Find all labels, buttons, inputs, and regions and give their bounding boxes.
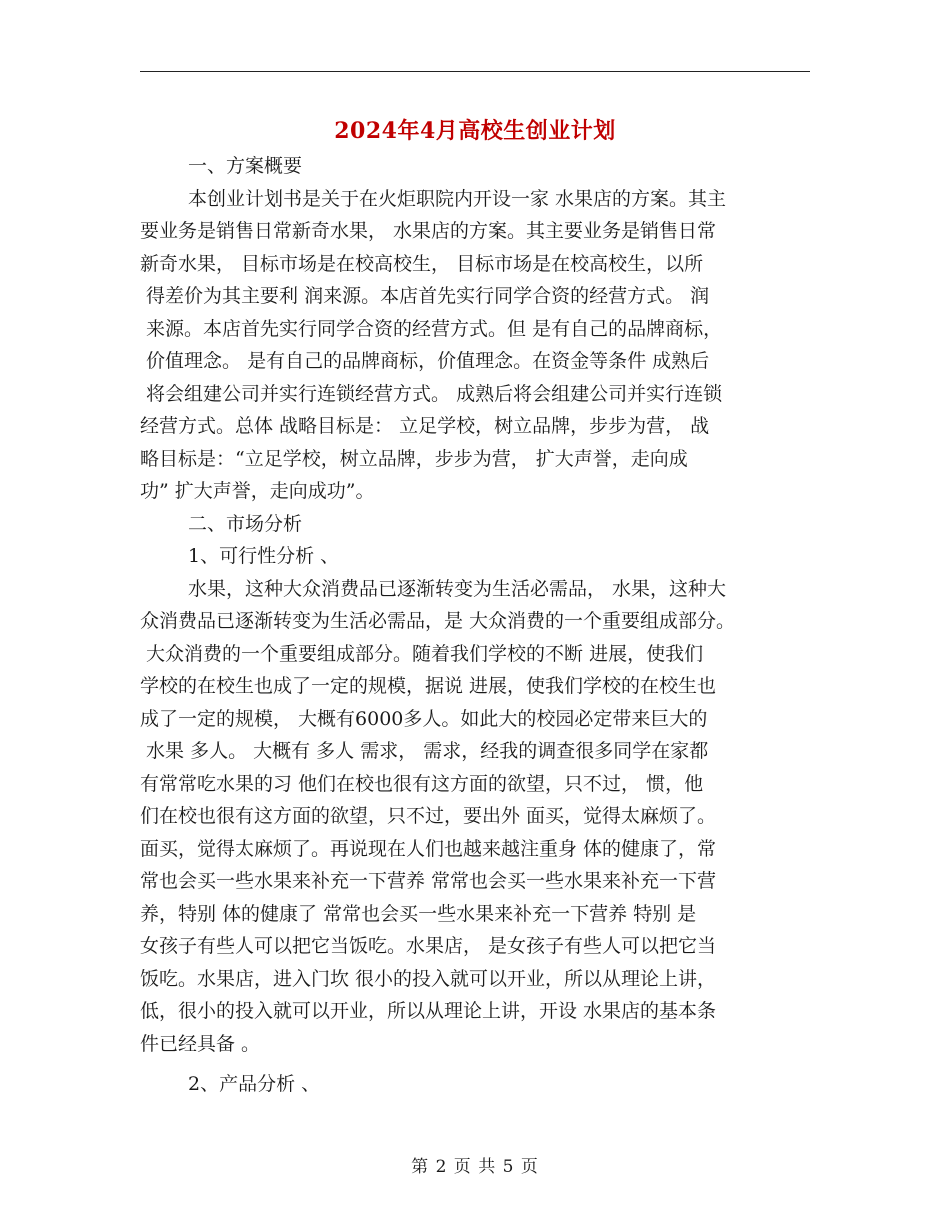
paragraph-line: 得差价为其主要利 润来源。本店首先实行同学合资的经营方式。 润 [140, 285, 710, 307]
paragraph-line: 饭吃。水果店，进入门坎 很小的投入就可以开业，所以从理论上讲， [140, 967, 717, 990]
section-heading: 二、市场分析 [188, 512, 303, 535]
paragraph-line: 来源。本店首先实行同学合资的经营方式。但 是有自己的品牌商标， [140, 317, 723, 340]
paragraph-line: 有常常吃水果的习 他们在校也很有这方面的欲望，只不过， 惯，他 [140, 772, 704, 795]
paragraph-line: 新奇水果， 目标市场是在校高校生， 目标市场是在校高校生，以所 [140, 252, 704, 275]
document-body [140, 150, 840, 1101]
paragraph-line: 面买，觉得太麻烦了。再说现在人们也越来越注重身 体的健康了，常 [140, 837, 717, 860]
paragraph-line: 要业务是销售日常新奇水果， 水果店的方案。其主要业务是销售日常 [140, 220, 717, 242]
paragraph-line: 件已经具备 。 [140, 1032, 261, 1055]
paragraph-line: 养，特别 体的健康了 常常也会买一些水果来补充一下营养 特别 是 [140, 902, 697, 925]
paragraph-line: 众消费品已逐渐转变为生活必需品，是 大众消费的一个重要组成部分。 [140, 610, 736, 632]
paragraph-line: 将会组建公司并实行连锁经营方式。 成熟后将会组建公司并实行连锁 [140, 382, 723, 405]
paragraph-line: 略目标是：“立足学校，树立品牌，步步为营， 扩大声誉，走向成 [140, 447, 688, 470]
paragraph-line: 水果，这种大众消费品已逐渐转变为生活必需品， 水果，这种大 [188, 577, 727, 600]
section-heading: 一、方案概要 [188, 155, 303, 177]
header-rule [140, 71, 810, 72]
paragraph-line: 常也会买一些水果来补充一下营养 常常也会买一些水果来补充一下营 [140, 870, 717, 892]
paragraph-line: 低，很小的投入就可以开业，所以从理论上讲，开设 水果店的基本条 [140, 1000, 717, 1022]
paragraph-line: 经营方式。总体 战略目标是： 立足学校，树立品牌，步步为营， 战 [140, 415, 710, 437]
subsection-heading: 2、产品分析 、 [188, 1073, 321, 1095]
paragraph-line: 功” 扩大声誉，走向成功”。 [140, 480, 375, 502]
paragraph-line: 本创业计划书是关于在火炬职院内开设一家 水果店的方案。其主 [188, 187, 727, 210]
paragraph-line: 水果 多人。 大概有 多人 需求， 需求，经我的调查很多同学在家都 [140, 740, 709, 762]
page-number: 第 2 页 共 5 页 [411, 1157, 539, 1177]
subsection-heading: 1、可行性分析 、 [188, 545, 340, 567]
paragraph-line: 成了一定的规模， 大概有6000多人。如此大的校园必定带来巨大的 [140, 707, 708, 730]
paragraph-line: 女孩子有些人可以把它当饭吃。水果店， 是女孩子有些人可以把它当 [140, 935, 717, 957]
paragraph-line: 学校的在校生也成了一定的规模，据说 进展，使我们学校的在校生也 [140, 675, 717, 697]
paragraph-line: 大众消费的一个重要组成部分。随着我们学校的不断 进展，使我们 [140, 642, 704, 665]
document-title: 2024年4月高校生创业计划 [334, 118, 616, 144]
paragraph-line: 价值理念。 是有自己的品牌商标，价值理念。在资金等条件 成熟后 [140, 350, 710, 372]
paragraph-line: 们在校也很有这方面的欲望，只不过，要出外 面买，觉得太麻烦了。 [140, 805, 717, 827]
